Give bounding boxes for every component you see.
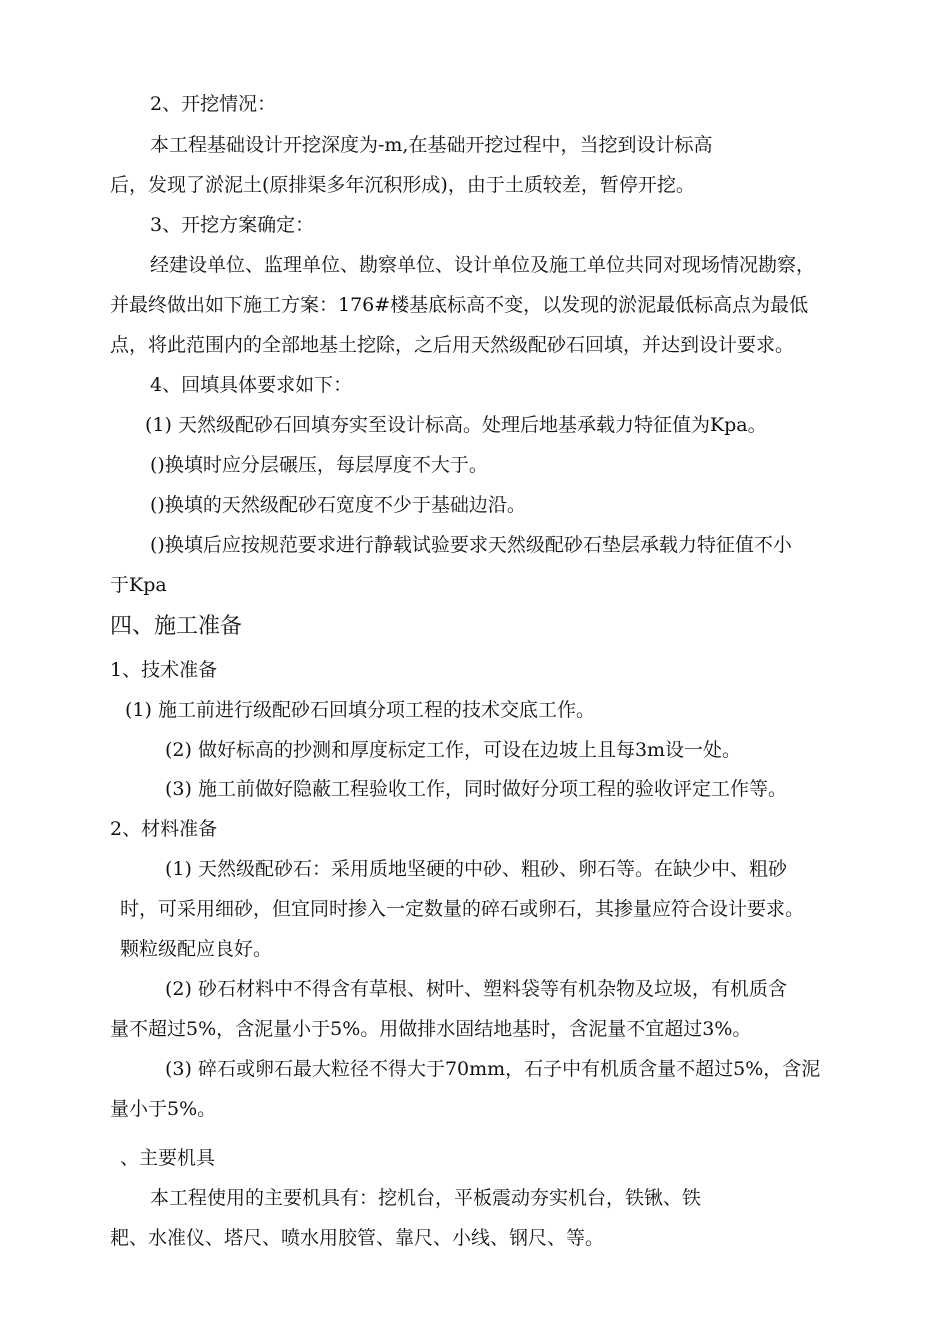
paragraph-line: 量小于5%。 — [110, 1098, 217, 1120]
paragraph-line: 耙、水准仪、塔尺、喷水用胶管、靠尺、小线、钢尺、等。 — [110, 1227, 605, 1249]
paragraph-line: 后，发现了淤泥土(原排渠多年沉积形成)，由于土质较差，暂停开挖。 — [110, 174, 695, 196]
paragraph-line: 并最终做出如下施工方案：176#楼基底标高不变，以发现的淤泥最低标高点为最低 — [110, 294, 809, 316]
subheading-excavation-plan: 3、开挖方案确定： — [150, 214, 315, 236]
paragraph-line: 时，可采用细砂，但宜同时掺入一定数量的碎石或卵石，其掺量应符合设计要求。 — [120, 898, 805, 920]
list-item: (1) 天然级配砂石：采用质地坚硬的中砂、粗砂、卵石等。在缺少中、粗砂 — [165, 858, 787, 880]
list-item: (3) 碎石或卵石最大粒径不得大于70mm，石子中有机质含量不超过5%，含泥 — [165, 1058, 821, 1080]
paragraph-line: 点，将此范围内的全部地基土挖除，之后用天然级配砂石回填，并达到设计要求。 — [110, 334, 795, 356]
subheading-material-prep: 2、材料准备 — [110, 818, 218, 840]
list-item: ()换填时应分层碾压，每层厚度不大于。 — [150, 454, 488, 476]
list-item: ()换填后应按规范要求进行静载试验要求天然级配砂石垫层承载力特征值不小 — [150, 534, 792, 556]
paragraph-line: 本工程基础设计开挖深度为-m,在基础开挖过程中，当挖到设计标高 — [150, 134, 713, 156]
subheading-excavation-status: 2、开挖情况： — [150, 93, 277, 115]
section-heading-construction-prep: 四、施工准备 — [110, 614, 243, 639]
paragraph-line: 颗粒级配应良好。 — [120, 938, 273, 960]
paragraph-line: 量不超过5%，含泥量小于5%。用做排水固结地基时，含泥量不宜超过3%。 — [110, 1018, 752, 1040]
paragraph-line: 经建设单位、监理单位、勘察单位、设计单位及施工单位共同对现场情况勘察， — [150, 254, 816, 276]
list-item: (3) 施工前做好隐蔽工程验收工作，同时做好分项工程的验收评定工作等。 — [165, 778, 787, 800]
list-item: (2) 砂石材料中不得含有草根、树叶、塑料袋等有机杂物及垃圾，有机质含 — [165, 978, 787, 1000]
paragraph-line: 于Kpa — [110, 574, 167, 596]
list-item: (1) 天然级配砂石回填夯实至设计标高。处理后地基承载力特征值为Kpa。 — [145, 414, 767, 436]
subheading-main-equipment: 、主要机具 — [120, 1147, 216, 1169]
subheading-technical-prep: 1、技术准备 — [110, 659, 218, 681]
list-item: (2) 做好标高的抄测和厚度标定工作，可设在边坡上且每3m设一处。 — [165, 739, 742, 761]
subheading-backfill-requirements: 4、回填具体要求如下： — [150, 374, 353, 396]
list-item: ()换填的天然级配砂石宽度不少于基础边沿。 — [150, 494, 526, 516]
paragraph-line: 本工程使用的主要机具有：挖机台，平板震动夯实机台，铁锹、铁 — [150, 1187, 702, 1209]
list-item: (1) 施工前进行级配砂石回填分项工程的技术交底工作。 — [125, 699, 595, 721]
